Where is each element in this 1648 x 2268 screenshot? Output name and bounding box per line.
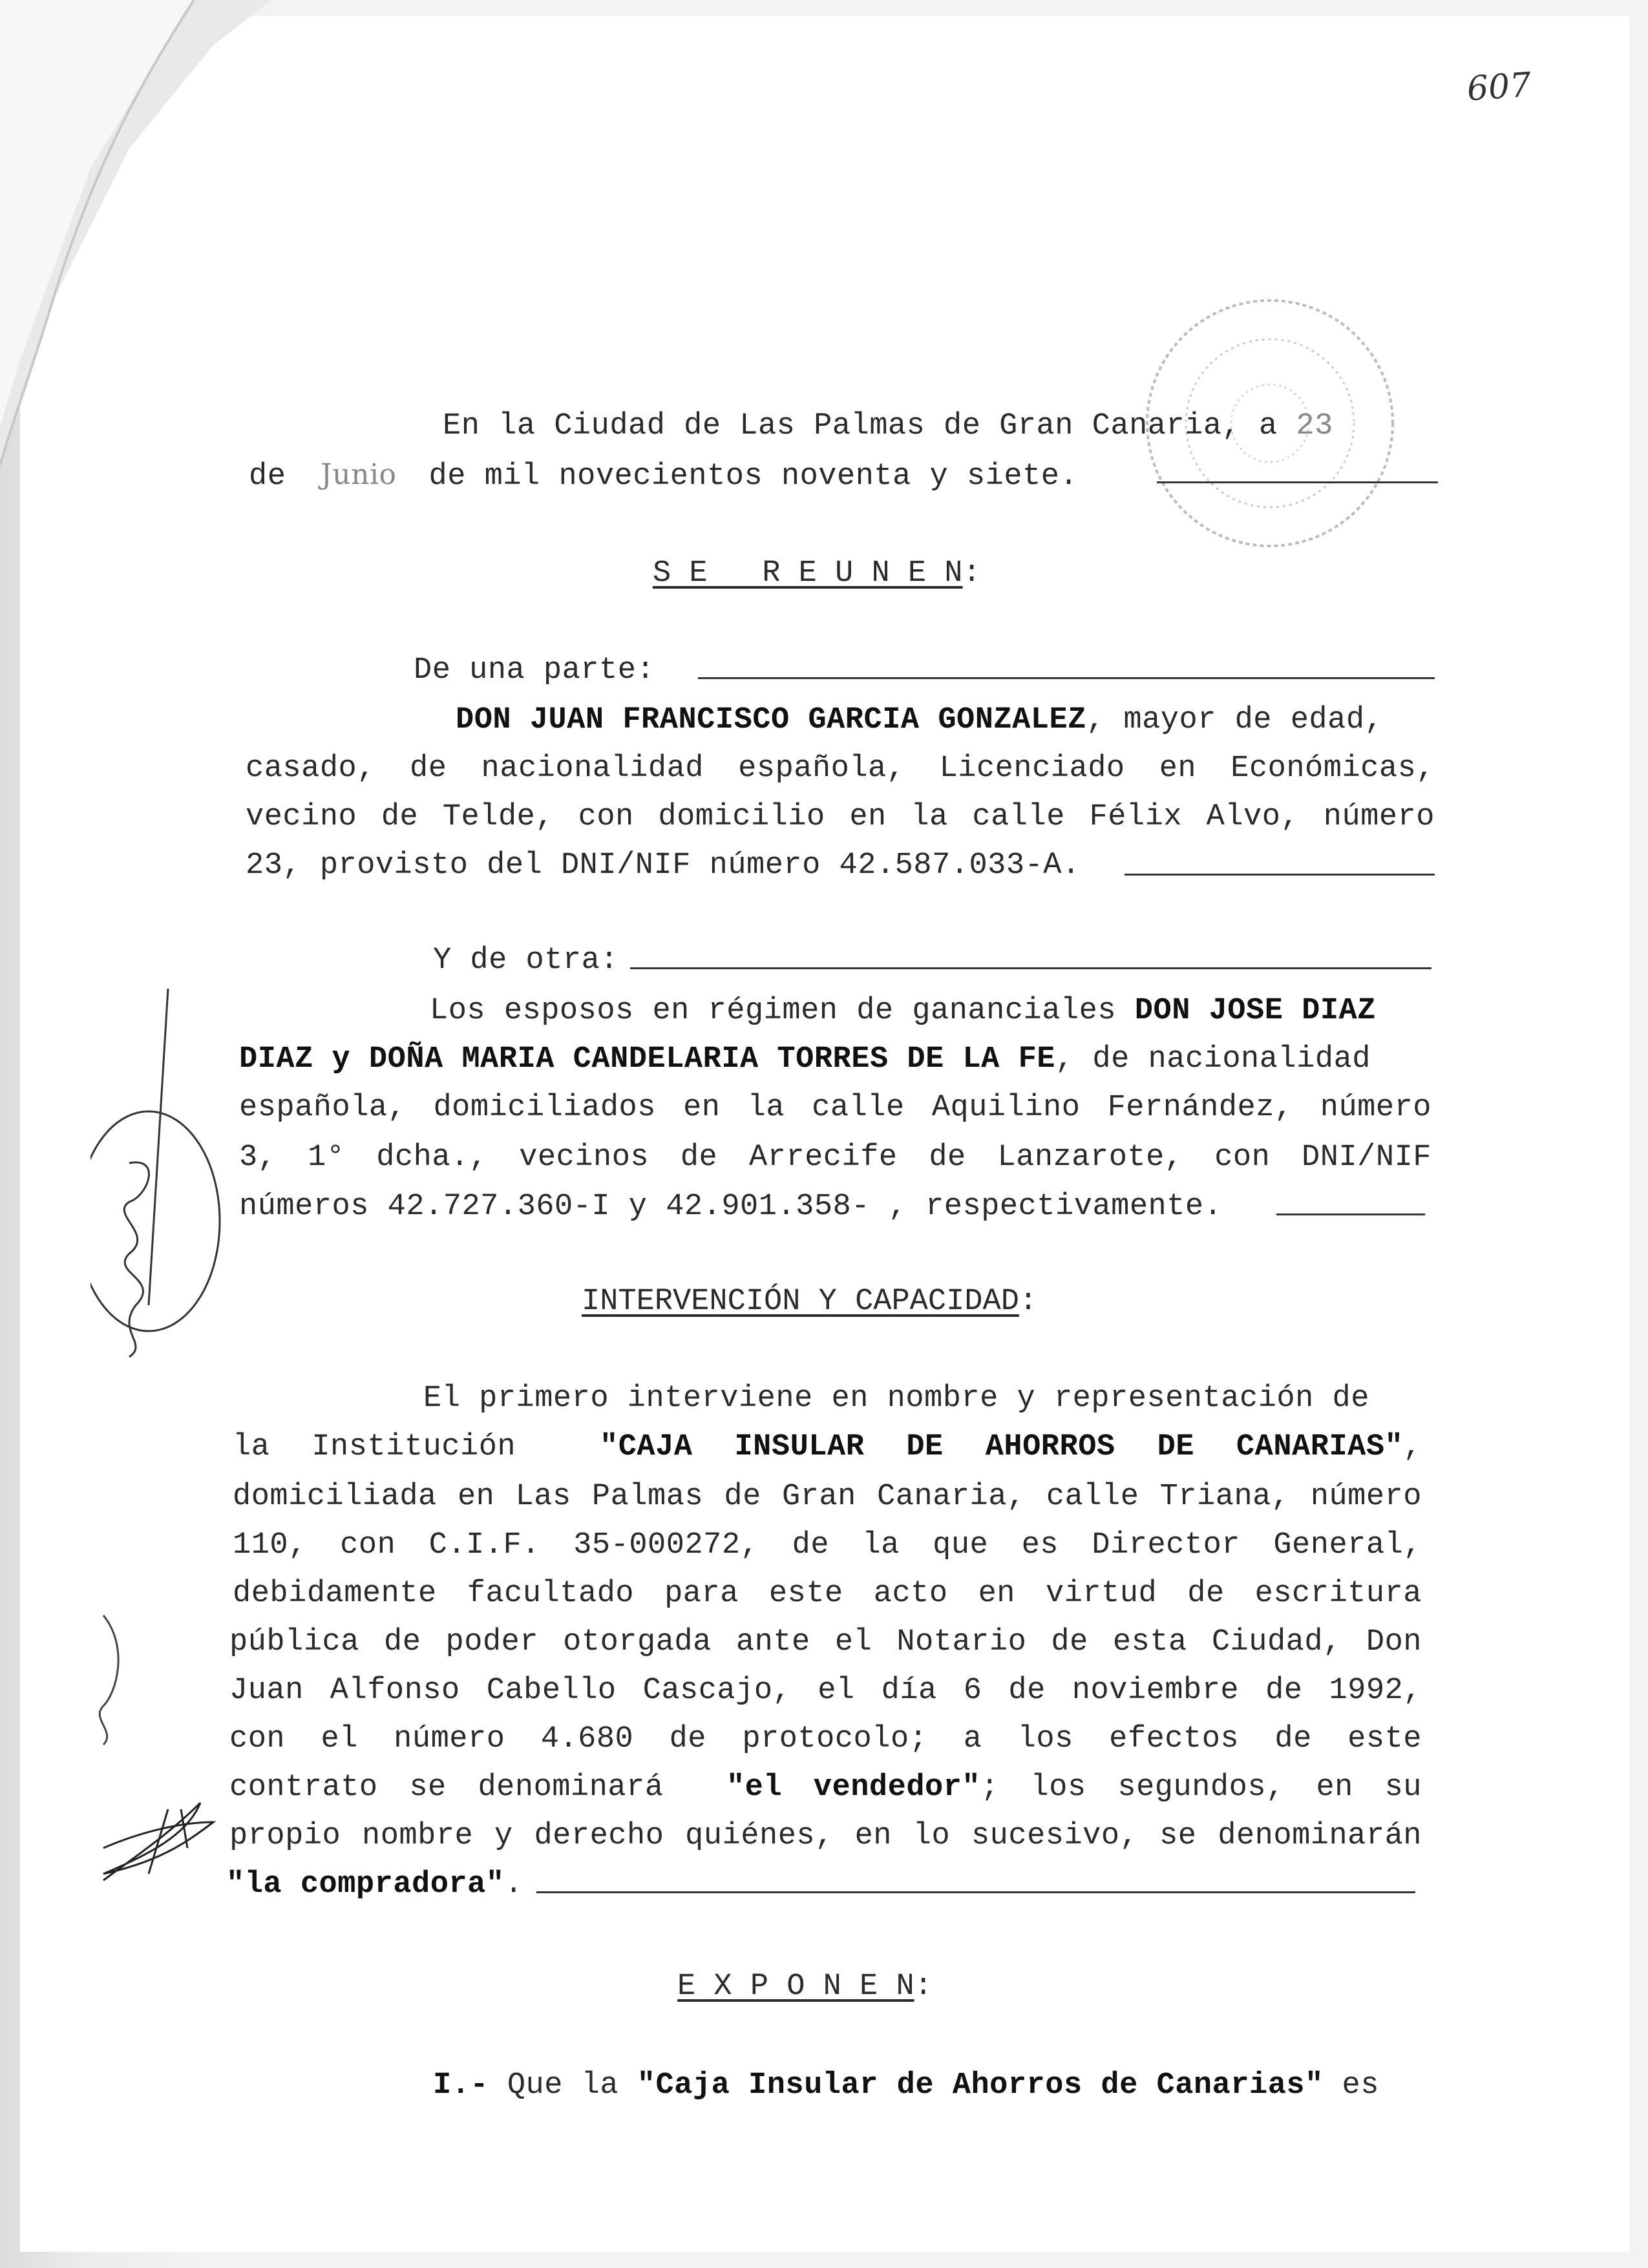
intervencion-line-9: [229, 1769, 1422, 1807]
margin-signature: [90, 969, 239, 1913]
party-one-line-1: [456, 701, 1383, 740]
heading-colon: :: [1019, 1285, 1038, 1319]
date-text: En la Ciudad de Las Palmas de Gran Canaria, a: [443, 409, 1296, 443]
intervencion-line-5: debidamente facultado para este acto en virtud de escritura: [233, 1577, 1422, 1611]
intervencion-line9-rest: ; los segundos, en su: [980, 1770, 1422, 1805]
heading-colon: :: [914, 1969, 933, 2004]
heading-exponen: [677, 1968, 933, 2006]
date-year: de mil novecientos noventa y siete.: [428, 459, 1079, 494]
intervencion-line-11: [226, 1865, 523, 1904]
date-de: de: [249, 459, 305, 494]
intervencion-line-3: domiciliada en Las Palmas de Gran Canaria, calle Triana, número: [233, 1480, 1422, 1514]
party-one-line-4: 23, provisto del DNI/NIF número 42.587.033-A.: [246, 848, 1081, 883]
heading-text: INTERVENCIÓN Y CAPACIDAD: [582, 1285, 1019, 1319]
party-two-line-2: [239, 1040, 1371, 1079]
date-line-2: [249, 456, 1078, 496]
party-two-line-5: números 42.727.360-I y 42.901.358- , respectivamente.: [239, 1190, 1223, 1224]
intervencion-line-8: con el número 4.680 de protocolo; a los efectos de este: [229, 1722, 1422, 1756]
party-two-line-3: española, domiciliados en la calle Aquilino Fernández, número: [239, 1091, 1431, 1125]
party-one-line-3: vecino de Telde, con domicilio en la calle Félix Alvo, número: [246, 800, 1435, 834]
intervencion-line2-lead: la Institución: [233, 1430, 558, 1464]
date-month: Junio: [321, 458, 397, 491]
party-two-line1-lead: Los esposos en régimen de gananciales: [430, 994, 1135, 1028]
buyer-term: "la compradora": [226, 1867, 505, 1902]
fill-line: [698, 677, 1435, 679]
exponen-line1-lead: Que la: [489, 2068, 637, 2103]
heading-se-reunen: [653, 554, 981, 593]
fill-line: [1125, 874, 1435, 876]
fill-line: [536, 1891, 1415, 1893]
heading-intervencion: [582, 1283, 1037, 1321]
party-two-names: DIAZ y DOÑA MARIA CANDELARIA TORRES DE LA FE: [239, 1042, 1056, 1076]
party-two-line1-bold: DON JOSE DIAZ: [1134, 994, 1376, 1028]
party-two-line-4: 3, 1° dcha., vecinos de Arrecife de Lanzarote, con DNI/NIF: [239, 1140, 1431, 1175]
exponen-line-1: [433, 2066, 1379, 2105]
party-two-intro: Y de otra:: [433, 943, 619, 978]
intervencion-line9-lead: contrato se denominará: [229, 1770, 695, 1805]
intervencion-line11-rest: .: [504, 1867, 523, 1902]
intervencion-line-10: propio nombre y derecho quiénes, en lo sucesivo, se denominarán: [229, 1819, 1422, 1853]
heading-colon: :: [962, 556, 981, 591]
intervencion-line-4: 110, con C.I.F. 35-000272, de la que es Director General,: [233, 1528, 1422, 1562]
party-two-line2-rest: , de nacionalidad: [1055, 1042, 1371, 1076]
exponen-institution: "Caja Insular de Ahorros de Canarias": [637, 2068, 1324, 2103]
fill-line: [630, 967, 1431, 969]
party-one-name: DON JUAN FRANCISCO GARCIA GONZALEZ: [456, 703, 1086, 737]
institution-name: "CAJA INSULAR DE AHORROS DE CANARIAS": [600, 1430, 1404, 1464]
heading-text: E X P O N E N: [677, 1969, 914, 2004]
party-one-intro: [414, 651, 655, 690]
fill-line: [1157, 481, 1438, 483]
intervencion-line-7: Juan Alfonso Cabello Cascajo, el día 6 de noviembre de 1992,: [229, 1674, 1422, 1708]
intervencion-line2-tail: ,: [1403, 1430, 1422, 1464]
fill-line: [1276, 1213, 1425, 1215]
party-one-intro-text: De una parte:: [414, 653, 655, 688]
date-line-1: [443, 407, 1333, 446]
heading-text: S E R E U N E N: [653, 556, 963, 591]
seller-term: "el vendedor": [726, 1770, 981, 1805]
intervencion-line-2: [233, 1428, 1422, 1467]
intervencion-line-6: pública de poder otorgada ante el Notario de esta Ciudad, Don: [229, 1625, 1422, 1659]
date-day: 23: [1296, 409, 1333, 443]
folded-corner: [0, 0, 271, 465]
intervencion-line-1: El primero interviene en nombre y representación de: [423, 1381, 1369, 1416]
page-number: 607: [1466, 65, 1533, 109]
exponen-number: I.-: [433, 2068, 489, 2103]
exponen-line1-rest: es: [1323, 2068, 1379, 2103]
party-one-line-2: casado, de nacionalidad española, Licenciado en Económicas,: [246, 751, 1435, 786]
party-two-line-1: [430, 992, 1376, 1031]
party-one-line1-rest: , mayor de edad,: [1086, 703, 1384, 737]
